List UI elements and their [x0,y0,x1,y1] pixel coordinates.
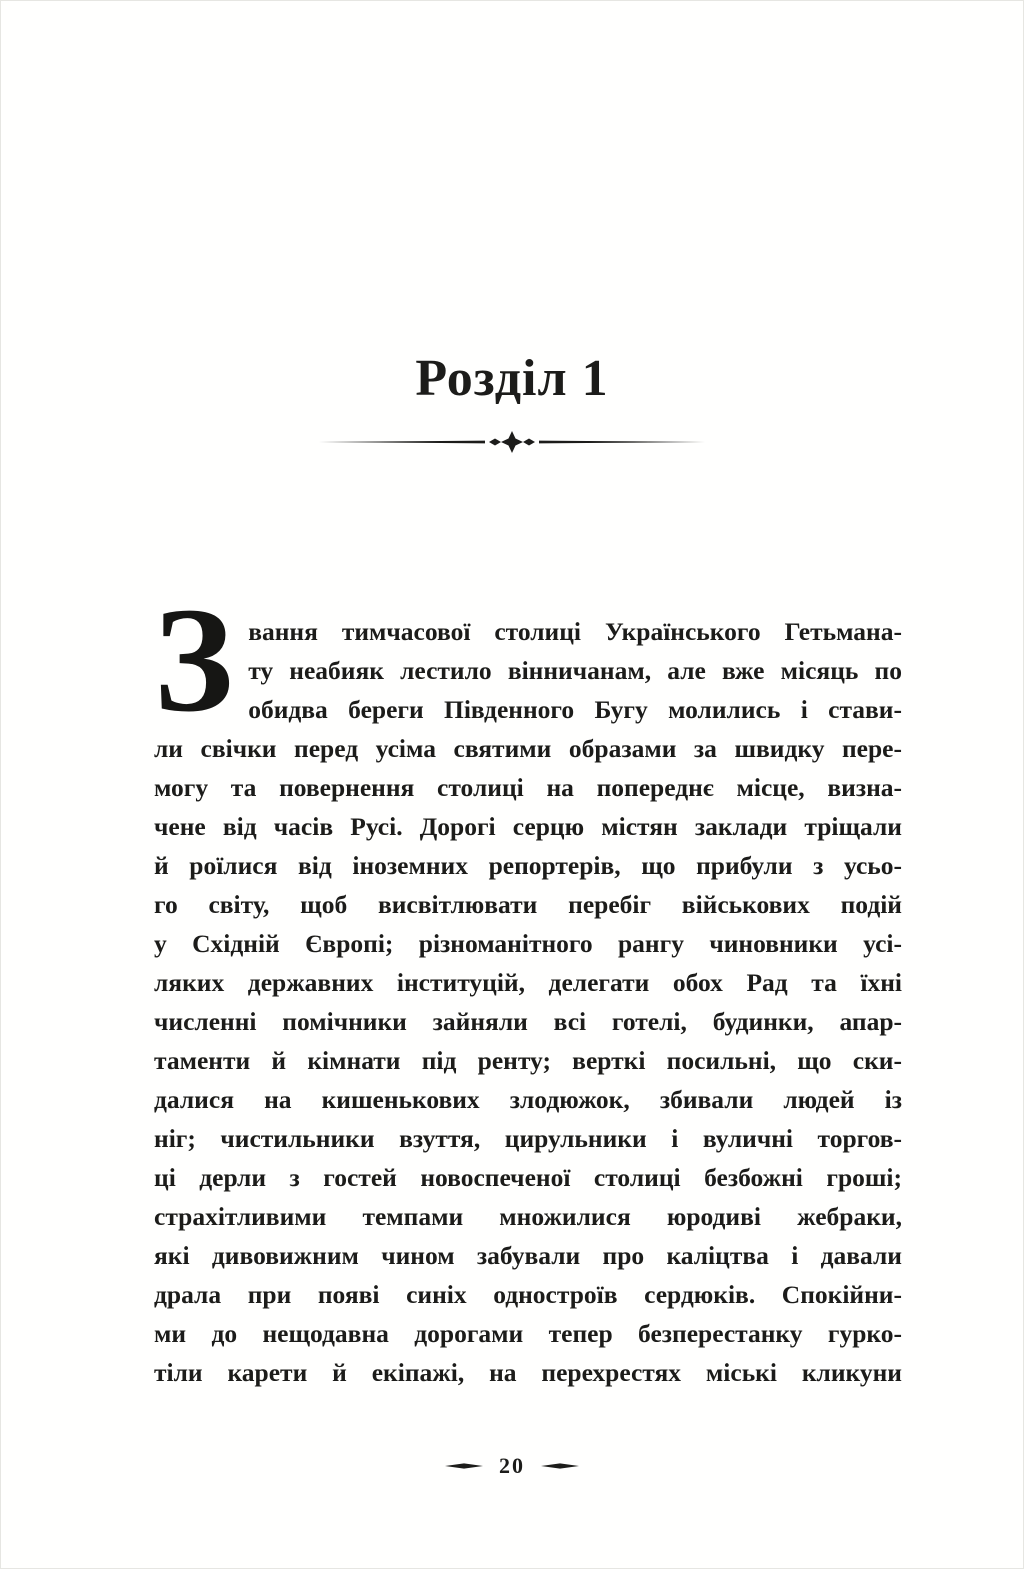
text-line: драла при появі синіх одностроїв сердюків. Спокійни- [154,1280,902,1309]
text-line: далися на кишенькових злодюжок, збивали людей із [154,1085,902,1114]
page-number-ornament-left-icon [445,1462,483,1470]
diamond-star-divider-icon [317,433,707,450]
text-line: ту неабияк лестило вінничанам, але вже місяць по [248,656,902,685]
paragraph [154,577,902,1392]
page-footer [1,1453,1023,1479]
chapter-divider [1,429,1023,455]
text-line: го світу, щоб висвітлювати перебіг військових подій [154,890,902,919]
chapter-title: Розділ 1 [415,350,609,407]
text-line: могу та повернення столиці на попереднє місце, визна- [154,773,902,802]
text-line: у Східній Європі; різноманітного рангу чиновники усі- [154,929,902,958]
drop-cap: З [154,577,234,743]
text-line: вання тимчасової столиці Українського Гетьмана- [248,617,902,646]
text-line: ці дерли з гостей новоспеченої столиці безбожні гроші; [154,1163,902,1192]
text-line: таменти й кімнати під ренту; верткі посильні, що ски- [154,1046,902,1075]
text-line: обидва береги Південного Бугу молились і стави- [248,695,902,724]
text-line: ми до нещодавна дорогами тепер безперестанку гурко- [154,1319,902,1348]
text-line: чене від часів Русі. Дорогі серцю містян заклади тріщали [154,812,902,841]
text-line: численні помічники зайняли всі готелі, будинки, апар- [154,1007,902,1036]
page-number-ornament-right-icon [541,1462,579,1470]
text-line: й роїлися від іноземних репортерів, що прибули з усьо- [154,851,902,880]
page-number: 20 [499,1453,525,1478]
text-line: ніг; чистильники взуття, цирульники і вуличні торгов- [154,1124,902,1153]
text-line: ли свічки перед усіма святими образами за швидку пере- [154,734,902,763]
text-line: ляких державних інституцій, делегати обох Рад та їхні [154,968,902,997]
text-line: які дивовижним чином забували про каліцтва і давали [154,1241,902,1270]
text-line: страхітливими темпами множилися юродиві жебраки, [154,1202,902,1231]
text-line: тіли карети й екіпажі, на перехрестях міські кликуни [154,1358,902,1387]
